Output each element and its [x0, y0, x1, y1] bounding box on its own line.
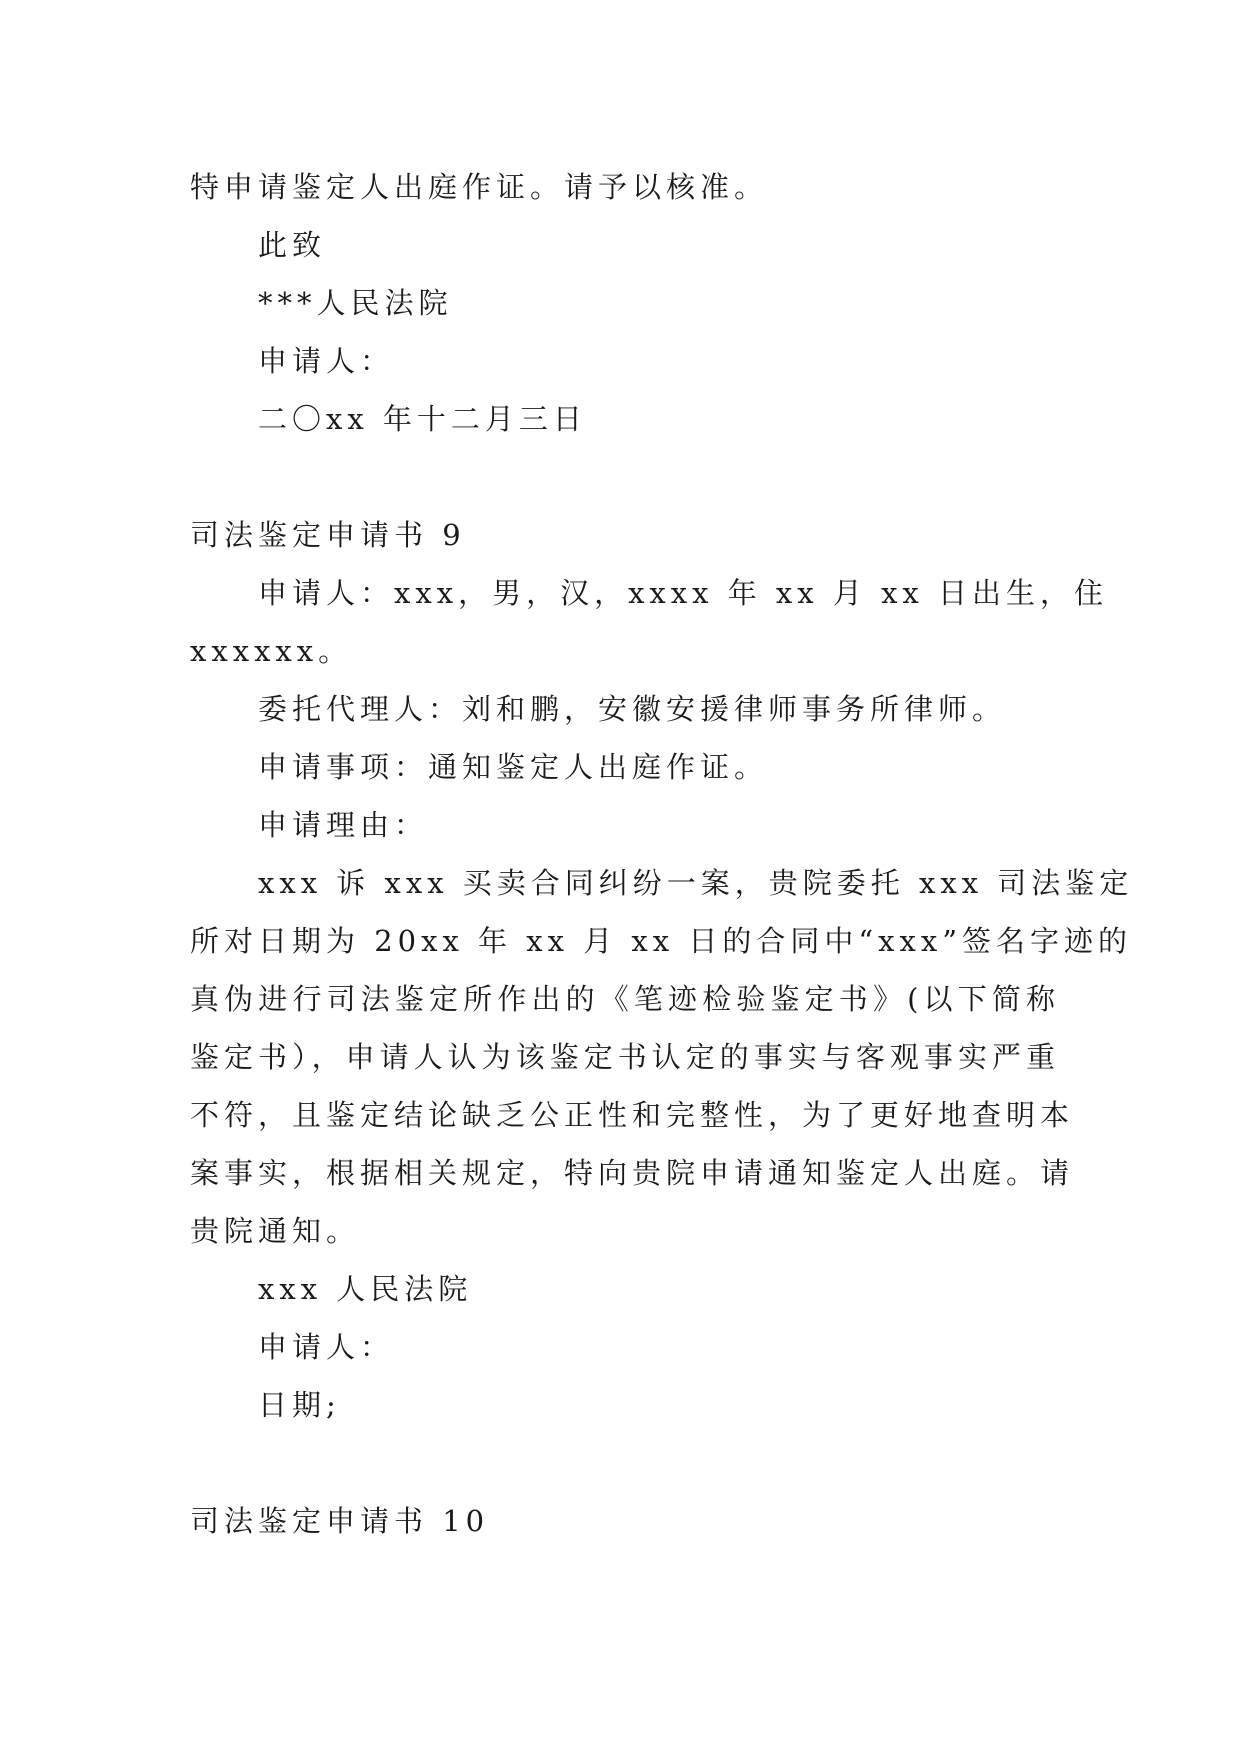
applicant-info-line: 申请人：xxx，男，汉，xxxx 年 xx 月 xx 日出生，住: [258, 576, 1108, 610]
date-label: 日期;: [258, 1388, 341, 1422]
reason-label: 申请理由：: [258, 808, 429, 842]
section-heading-10: 司法鉴定申请书 10: [190, 1504, 490, 1538]
court-name: xxx 人民法院: [258, 1272, 473, 1306]
matter-line: 申请事项：通知鉴定人出庭作证。: [258, 750, 769, 784]
date-line: 二〇xx 年十二月三日: [258, 402, 587, 436]
salutation: 此致: [258, 228, 327, 262]
reason-paragraph-line: 真伪进行司法鉴定所作出的《笔迹检验鉴定书》(以下简称: [190, 982, 1060, 1016]
applicant-info-line: xxxxxx。: [190, 634, 353, 668]
reason-paragraph-line: 鉴定书），申请人认为该鉴定书认定的事实与客观事实严重: [190, 1040, 1060, 1074]
court-name: ***人民法院: [258, 286, 453, 320]
applicant-label: 申请人：: [258, 1330, 395, 1364]
reason-paragraph-line: 所对日期为 20xx 年 xx 月 xx 日的合同中“xxx”签名字迹的: [190, 924, 1133, 958]
section-heading-9: 司法鉴定申请书 9: [190, 518, 466, 552]
reason-paragraph-line: 不符，且鉴定结论缺乏公正性和完整性，为了更好地查明本: [190, 1098, 1075, 1132]
applicant-label: 申请人：: [258, 344, 395, 378]
reason-paragraph-line: 贵院通知。: [190, 1214, 361, 1248]
section-spacer: [190, 1434, 1060, 1492]
closing-request-line: 特申请鉴定人出庭作证。请予以核准。: [190, 170, 769, 204]
document-body: [190, 158, 1134, 1550]
section-spacer: [190, 448, 1060, 506]
reason-paragraph-line: xxx 诉 xxx 买卖合同纠纷一案，贵院委托 xxx 司法鉴定: [258, 866, 1134, 900]
reason-paragraph-line: 案事实，根据相关规定，特向贵院申请通知鉴定人出庭。请: [190, 1156, 1075, 1190]
agent-line: 委托代理人：刘和鹏，安徽安援律师事务所律师。: [258, 692, 1007, 726]
